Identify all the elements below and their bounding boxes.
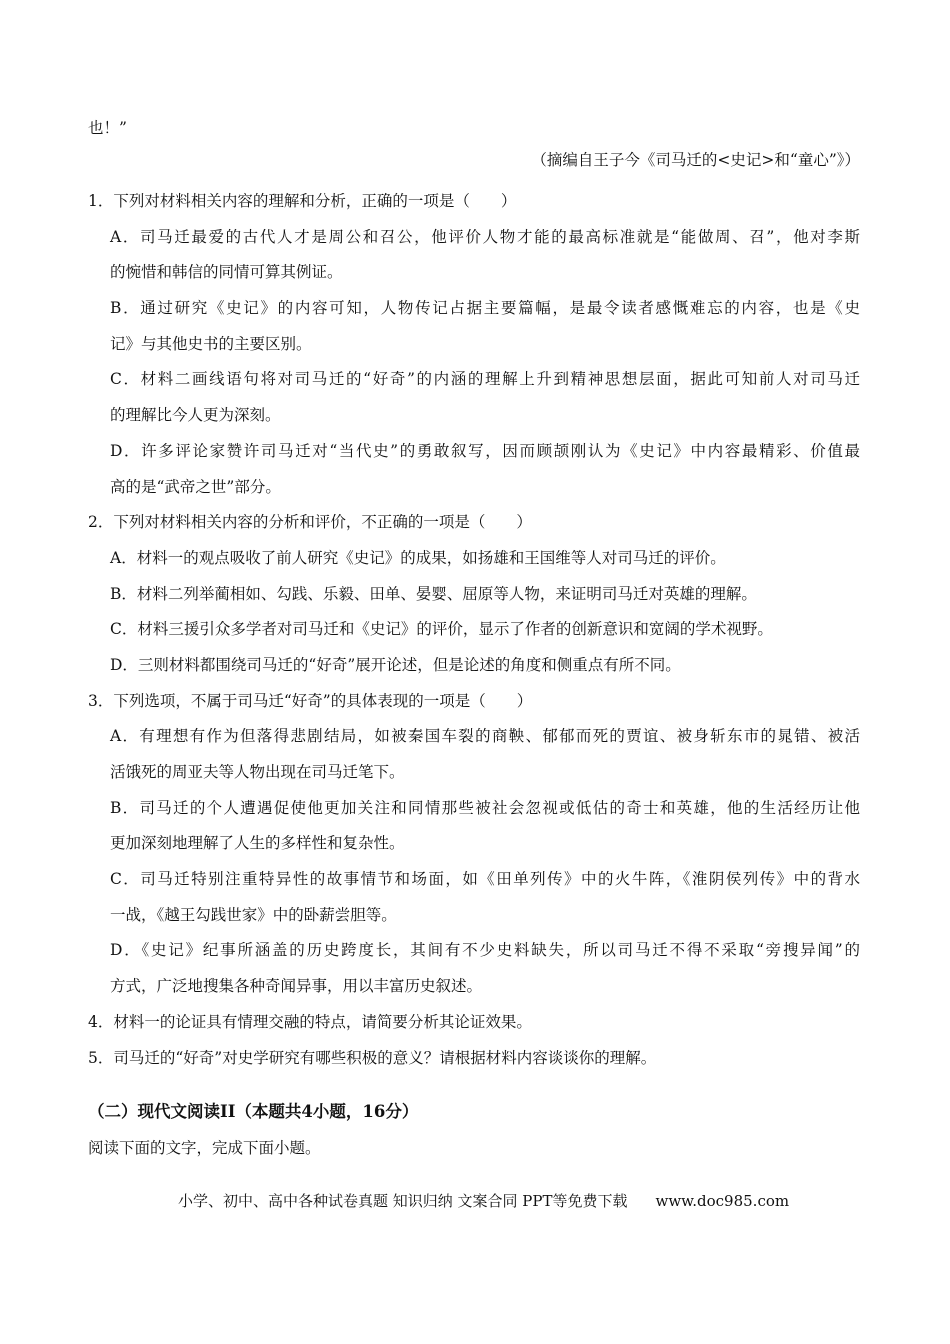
footer-url[interactable]: www.doc985.com xyxy=(655,1192,790,1210)
answer-option-line: 记》与其他史书的主要区别。 xyxy=(110,334,312,353)
answer-option-line: C．材料三援引众多学者对司马迁和《史记》的评价，显示了作者的创新意识和宽阔的学术视野。 xyxy=(110,620,773,639)
question-stem: 5．司马迁的“好奇”对史学研究有哪些积极的意义？请根据材料内容谈谈你的理解。 xyxy=(88,1048,657,1067)
answer-option-line: 的惋惜和韩信的同情可算其例证。 xyxy=(110,263,343,282)
answer-option-line: B．通过研究《史记》的内容可知，人物传记占据主要篇幅，是最令读者感慨难忘的内容，也是《史 xyxy=(110,299,860,318)
text-fragment: 也！” xyxy=(88,119,127,137)
answer-option-line: 更加深刻地理解了人生的多样性和复杂性。 xyxy=(110,834,405,853)
answer-option-line: B．材料二列举蔺相如、勾践、乐毅、田单、晏婴、屈原等人物，来证明司马迁对英雄的理解。 xyxy=(110,584,757,603)
answer-option-line: 一战，《越王勾践世家》中的卧薪尝胆等。 xyxy=(110,905,397,924)
answer-option-line: A．司马迁最爱的古代人才是周公和召公，他评价人物才能的最高标准就是“能做周、召”，他对李斯 xyxy=(110,227,860,246)
answer-option-line: C．司马迁特别注重特异性的故事情节和场面，如《田单列传》中的火牛阵，《淮阴侯列传》中的背水 xyxy=(110,870,860,889)
answer-option-line: A．材料一的观点吸收了前人研究《史记》的成果，如扬雄和王国维等人对司马迁的评价。 xyxy=(110,548,726,567)
citation: （摘编自王子今《司马迁的<史记>和“童心”》） xyxy=(531,151,860,169)
answer-option-line: 高的是“武帝之世”部分。 xyxy=(110,477,281,496)
answer-option-line: 活饿死的周亚夫等人物出现在司马迁笔下。 xyxy=(110,763,405,781)
question-stem: 4．材料一的论证具有情理交融的特点，请简要分析其论证效果。 xyxy=(88,1012,532,1031)
footer-text: 小学、初中、高中各种试卷真题 知识归纳 文案合同 PPT等免费下载 xyxy=(178,1192,628,1210)
section-heading: （二）现代文阅读II（本题共4小题，16分） xyxy=(88,1102,419,1121)
answer-option-line: A．有理想有作为但落得悲剧结局，如被秦国车裂的商鞅、郁郁而死的贾谊、被身斩东市的晁错、被活 xyxy=(110,727,860,746)
questions-list xyxy=(88,184,860,1076)
answer-option-line: D．许多评论家赞许司马迁对“当代史”的勇敢叙写，因而顾颉刚认为《史记》中内容最精彩、价值最 xyxy=(110,441,860,460)
section-intro: 阅读下面的文字，完成下面小题。 xyxy=(88,1139,321,1157)
answer-option-line: D．《史记》纪事所涵盖的历史跨度长，其间有不少史料缺失，所以司马迁不得不采取“旁搜异闻”的 xyxy=(110,941,860,960)
question-stem: 1．下列对材料相关内容的理解和分析，正确的一项是（ ） xyxy=(88,192,517,210)
answer-option-line: B．司马迁的个人遭遇促使他更加关注和同情那些被社会忽视或低估的奇士和英雄，他的生活经历让他 xyxy=(110,798,860,817)
footer xyxy=(178,1190,789,1211)
answer-option-line: D．三则材料都围绕司马迁的“好奇”展开论述，但是论述的角度和侧重点有所不同。 xyxy=(110,655,681,674)
answer-option-line: 的理解比今人更为深刻。 xyxy=(110,406,281,425)
question-stem: 3．下列选项，不属于司马迁“好奇”的具体表现的一项是（ ） xyxy=(88,691,533,710)
answer-option-line: C．材料二画线语句将对司马迁的“好奇”的内涵的理解上升到精神思想层面，据此可知前人对司马迁 xyxy=(110,370,860,389)
question-stem: 2．下列对材料相关内容的分析和评价，不正确的一项是（ ） xyxy=(88,513,532,532)
answer-option-line: 方式，广泛地搜集各种奇闻异事，用以丰富历史叙述。 xyxy=(110,977,483,996)
